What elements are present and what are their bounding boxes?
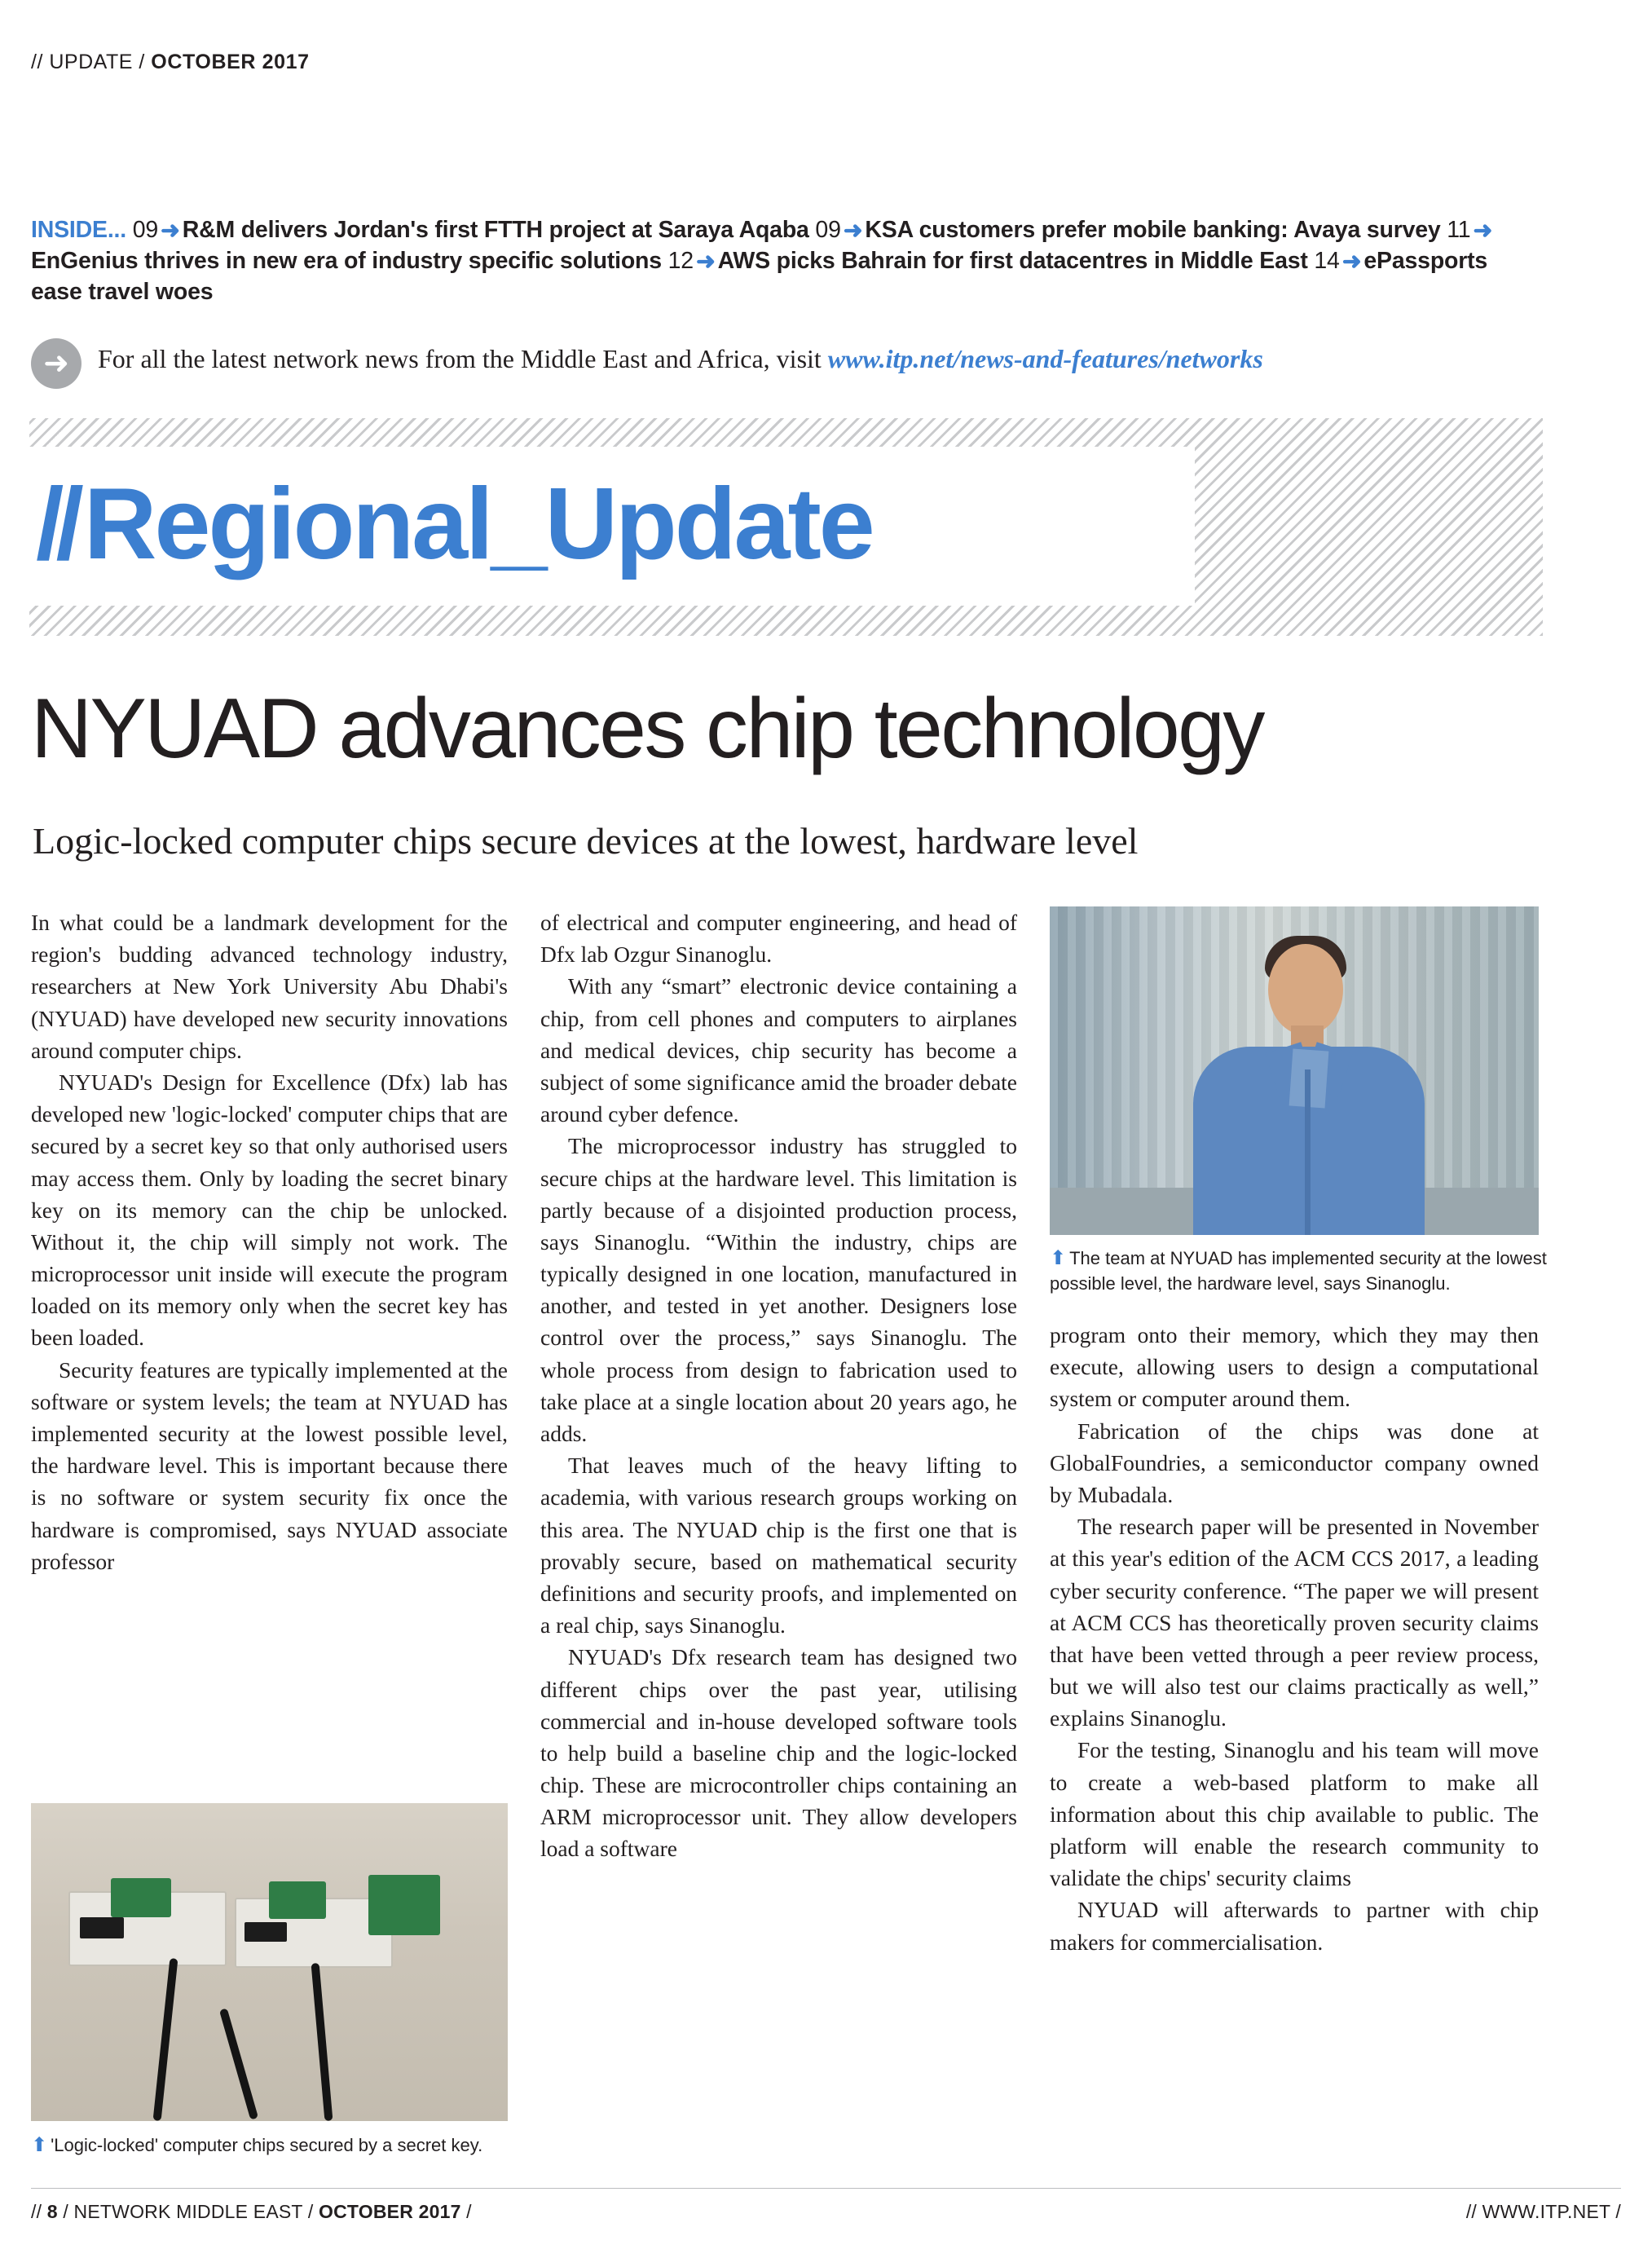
portrait-photo (1050, 906, 1539, 1235)
paragraph: The microprocessor industry has struggled to secure chips at the hardware level. This limitation is partly because of a disjointed production process, says Sinanoglu. “Within the industry, chips are typically designed in one location, manufactured in another, and tested in yet another. Designers lose control over the process,” says Sinanoglu. The whole process from design to fabrication used to take place at a single location about 20 years ago, he adds. (540, 1133, 1017, 1446)
circle-arrow-right-icon: ➜ (31, 338, 81, 389)
photo-head (1268, 944, 1343, 1035)
paragraph: NYUAD's Dfx research team has designed two different chips over the past year, utilising commercial and in-house developed software tools to help build a baseline chip and the logic-locked chip. These are microcontroller chips containing an ARM microprocessor unit. They allow developers load a software (540, 1644, 1017, 1862)
footer-issue: OCTOBER 2017 (319, 2201, 461, 2222)
running-head (31, 51, 310, 74)
section-banner-title (36, 447, 873, 606)
running-head-separator: / (139, 51, 145, 73)
article-column-3 (1050, 1319, 1539, 1958)
inside-item-3-page: 12 (667, 247, 694, 274)
latest-news-sentence: For all the latest network news from the Middle East and Africa, visit (98, 344, 828, 373)
inside-item-1-text[interactable]: KSA customers prefer mobile banking: Avaya survey (865, 217, 1441, 243)
chip-package-2 (244, 1922, 287, 1942)
caption-text: 'Logic-locked' computer chips secured by a secret key. (51, 2135, 483, 2155)
paragraph: program onto their memory, which they may then execute, allowing users to design a computational system or computer around them. (1050, 1322, 1539, 1412)
footer-rule (31, 2188, 1621, 2189)
footer-left (31, 2201, 472, 2223)
article-headline: NYUAD advances chip technology (31, 681, 1263, 776)
arrow-icon: ➜ (695, 248, 716, 275)
article-column-2 (540, 906, 1017, 1865)
article-column-1 (31, 906, 508, 1577)
breadboard-photo-caption (31, 2132, 520, 2159)
breadboard-photo (31, 1803, 508, 2121)
paragraph: of electrical and computer engineering, and head of Dfx lab Ozgur Sinanoglu. (540, 910, 1017, 968)
paragraph: With any “smart” electronic device containing a chip, from cell phones and computers to airplanes and medical devices, chip security has become a subject of some significance amid the broader debate around cyber defence. (540, 973, 1017, 1127)
arrow-icon: ➜ (1473, 218, 1493, 244)
paragraph: In what could be a landmark development for the region's budding advanced technology industry, researchers at New York University Abu Dhabi's (NYUAD) have developed new security innovations around computer chips. (31, 910, 508, 1063)
running-head-section: UPDATE (49, 51, 133, 73)
inside-item-1-page: 09 (815, 217, 841, 243)
pcb-green-3 (368, 1875, 440, 1935)
paragraph: Fabrication of the chips was done at GlobalFoundries, a semiconductor company owned by Mubadala. (1050, 1418, 1539, 1507)
footer-trailing-slash: / (466, 2201, 472, 2222)
running-head-slashes: // (31, 51, 43, 73)
portrait-photo-caption (1050, 1246, 1547, 1295)
inside-item-0-page: 09 (132, 217, 159, 243)
arrow-up-icon: ⬆ (31, 2133, 48, 2156)
paragraph: NYUAD's Design for Excellence (Dfx) lab has developed new 'logic-locked' computer chips that are secured by a secret key so that only authorised users may access them. Only by loading the secret binary key on its memory can the chip be unlocked. Without it, the chip will simply not work. The microprocessor unit inside will execute the program loaded on its memory only when the secret key has been loaded. (31, 1069, 508, 1351)
arrow-icon: ➜ (1341, 248, 1362, 275)
caption-text: The team at NYUAD has implemented security at the lowest possible level, the hardware level, says Sinanoglu. (1050, 1248, 1547, 1294)
inside-teasers (31, 215, 1544, 308)
arrow-up-icon: ⬆ (1050, 1246, 1067, 1269)
inside-item-4-page: 14 (1314, 247, 1340, 274)
arrow-icon: ➜ (161, 218, 180, 244)
photo-shirt-placket (1305, 1069, 1311, 1235)
arrow-icon: ➜ (843, 218, 863, 244)
article-standfirst: Logic-locked computer chips secure devices at the lowest, hardware level (33, 820, 1139, 862)
inside-item-3-text[interactable]: AWS picks Bahrain for first datacentres in Middle East (717, 247, 1308, 274)
latest-news-text (98, 344, 1263, 374)
inside-item-2-text[interactable]: EnGenius thrives in new era of industry specific solutions (31, 247, 662, 274)
latest-news-url[interactable]: www.itp.net/news-and-features/networks (827, 344, 1263, 373)
pcb-green-1 (111, 1878, 171, 1917)
footer-slashes: // (31, 2201, 42, 2222)
paragraph: NYUAD will afterwards to partner with chip makers for commercialisation. (1050, 1897, 1539, 1955)
latest-news-line (31, 338, 1547, 390)
chip-package-1 (80, 1917, 124, 1938)
inside-item-2-page: 11 (1447, 217, 1471, 243)
inside-item-0-text[interactable]: R&M delivers Jordan's first FTTH project at Saraya Aqaba (182, 217, 809, 243)
paragraph: Security features are typically implemented at the software or system levels; the team at NYUAD has implemented security at the lowest possible level, the hardware level. This is important because there is no software or system security fix once the hardware is compromised, says NYUAD associate professor (31, 1356, 508, 1574)
pcb-green-2 (269, 1881, 326, 1919)
banner-title-text: Regional_Update (83, 468, 873, 580)
footer-publication: / NETWORK MIDDLE EAST / (63, 2201, 314, 2222)
inside-kicker: INSIDE... (31, 217, 126, 243)
footer-page-number: 8 (46, 2201, 58, 2222)
paragraph: For the testing, Sinanoglu and his team will move to create a web-based platform to make all information about this chip available to public. The platform will enable the research community to validate the chips' security claims (1050, 1737, 1539, 1891)
paragraph: That leaves much of the heavy lifting to academia, with various research groups working on this area. The NYUAD chip is the first one that is provably secure, based on mathematical security definitions and security proofs, and implemented on a real chip, says Sinanoglu. (540, 1453, 1017, 1638)
inside-item-4-text[interactable]: ePassports ease travel woes (31, 247, 1488, 305)
footer-right: // WWW.ITP.NET / (1465, 2201, 1621, 2222)
running-head-issue: OCTOBER 2017 (151, 51, 310, 73)
banner-slashes: // (36, 468, 76, 580)
paragraph: The research paper will be presented in November at this year's edition of the ACM CCS 2017, a leading cyber security conference. “The paper we will present at ACM CCS has theoretically proven security claims that have been vetted through a peer review process, but we will also test our claims practically as well,” explains Sinanoglu. (1050, 1514, 1539, 1731)
